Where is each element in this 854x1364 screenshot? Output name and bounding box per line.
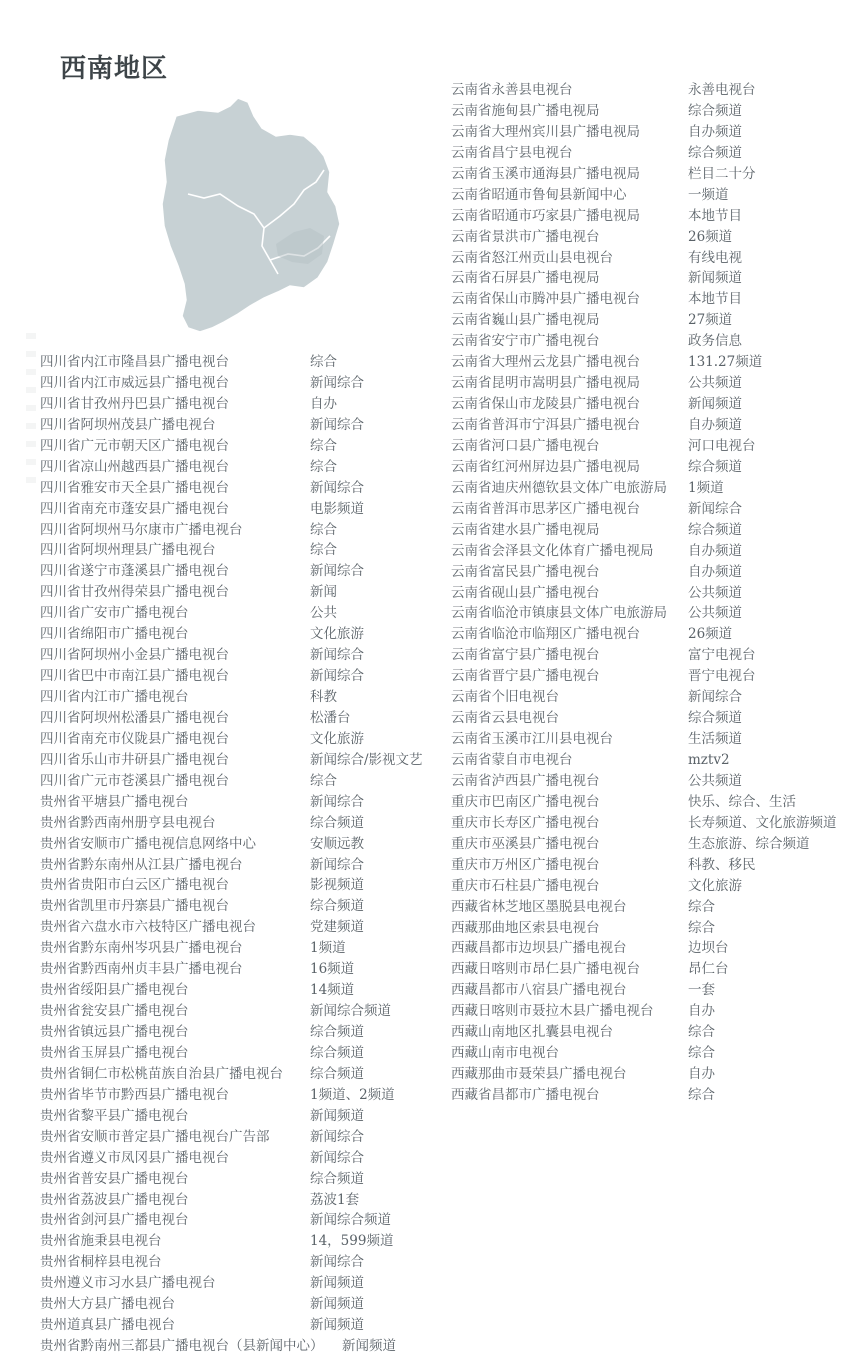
- channel-name: 综合频道: [310, 1024, 364, 1040]
- channel-name: 新闻综合: [310, 479, 364, 496]
- channel-name: 新闻综合: [310, 1128, 364, 1145]
- station-name: 四川省雅安市天全县广播电视台: [40, 479, 229, 496]
- channel-name: 本地节目: [688, 207, 742, 224]
- station-name: 西藏日喀则市聂拉木县广播电视台: [451, 1003, 654, 1020]
- channel-name: 14，599频道: [310, 1233, 394, 1250]
- station-name: 云南省临沧市镇康县文体广电旅游局: [451, 605, 667, 622]
- station-row: [40, 540, 440, 561]
- channel-name: 26频道: [688, 228, 733, 245]
- station-name: 云南省建水县广播电视局: [451, 521, 600, 538]
- station-name: 云南省石屏县广播电视局: [451, 270, 600, 287]
- channel-name: 新闻综合: [310, 668, 364, 685]
- channel-name: 影视频道: [310, 877, 364, 894]
- channel-name: 新闻综合: [688, 500, 742, 517]
- channel-name: 综合频道: [310, 1170, 364, 1187]
- station-name: 四川省南充市仪陇县广播电视台: [40, 730, 229, 747]
- channel-name: 自办: [688, 1003, 715, 1020]
- channel-name: 一套: [688, 982, 715, 999]
- channel-name: 综合: [310, 354, 337, 370]
- station-row: [451, 1064, 849, 1085]
- station-row: [451, 185, 849, 206]
- channel-name: 新闻综合/影视文艺: [310, 751, 423, 768]
- channel-name: 一频道: [688, 186, 729, 203]
- station-name: 云南省昌宁县电视台: [451, 144, 573, 161]
- station-row: [40, 813, 440, 834]
- station-row: [451, 562, 849, 583]
- station-name: 云南省保山市龙陵县广播电视台: [451, 396, 640, 413]
- channel-name: 综合: [310, 772, 337, 789]
- station-name: 贵州省荔波县广播电视台: [40, 1191, 189, 1208]
- channel-name: 综合: [688, 1024, 715, 1041]
- station-row: [451, 938, 849, 959]
- channel-name: 公共频道: [688, 605, 742, 622]
- station-name: 贵州省黎平县广播电视台: [40, 1107, 189, 1124]
- station-row: [40, 1106, 440, 1127]
- station-row: [40, 352, 440, 373]
- channel-name: 永善电视台: [688, 82, 756, 98]
- station-name: 云南省云县电视台: [451, 710, 559, 727]
- station-name: 四川省广元市朝天区广播电视台: [40, 437, 229, 454]
- station-name: 贵州道真县广播电视台: [40, 1317, 175, 1334]
- station-row: [451, 771, 849, 792]
- station-name: 西藏山南市电视台: [451, 1045, 559, 1062]
- station-name: 贵州省黔南州三都县广播电视台（县新闻中心）: [40, 1338, 324, 1355]
- station-name: 贵州省安顺市普定县广播电视台广告部: [40, 1128, 270, 1145]
- station-row: [451, 164, 849, 185]
- station-name: 云南省永善县电视台: [451, 82, 573, 98]
- station-row: [40, 1294, 440, 1315]
- channel-name: 富宁电视台: [688, 647, 756, 664]
- station-row: [40, 1190, 440, 1211]
- station-row: [40, 750, 440, 771]
- station-row: [451, 373, 849, 394]
- channel-name: 新闻综合: [310, 1254, 364, 1271]
- channel-name: 新闻频道: [310, 1275, 364, 1292]
- station-name: 贵州省黔东南州岑巩县广播电视台: [40, 940, 243, 957]
- channel-name: 1频道: [310, 940, 346, 957]
- station-row: [451, 541, 849, 562]
- station-row: [451, 101, 849, 122]
- station-name: 四川省凉山州越西县广播电视台: [40, 458, 229, 475]
- channel-name: 新闻综合: [310, 374, 364, 391]
- channel-name: 综合频道: [310, 814, 364, 831]
- channel-name: 新闻频道: [310, 1317, 364, 1334]
- channel-name: 公共频道: [688, 584, 742, 601]
- channel-name: 综合: [310, 437, 337, 454]
- channel-name: 本地节目: [688, 291, 742, 308]
- station-row: [451, 415, 849, 436]
- station-name: 重庆市石柱县广播电视台: [451, 877, 600, 894]
- station-row: [40, 980, 440, 1001]
- station-name: 西藏昌都市边坝县广播电视台: [451, 940, 627, 957]
- station-name: 贵州省黔西南州册亨县电视台: [40, 814, 216, 831]
- station-name: 云南省个旧电视台: [451, 689, 559, 706]
- channel-name: 自办频道: [688, 563, 742, 580]
- station-name: 贵州省黔东南州从江县广播电视台: [40, 856, 243, 873]
- station-row: [40, 959, 440, 980]
- channel-name: 综合频道: [310, 1044, 364, 1061]
- station-row: [40, 834, 440, 855]
- station-name: 四川省绵阳市广播电视台: [40, 626, 189, 643]
- channel-name: 综合: [688, 919, 715, 936]
- station-name: 贵州省瓮安县广播电视台: [40, 1003, 189, 1020]
- station-row: [40, 478, 440, 499]
- station-row: [451, 918, 849, 939]
- station-name: 四川省甘孜州得荣县广播电视台: [40, 584, 229, 601]
- channel-name: 综合频道: [688, 521, 742, 538]
- station-row: [40, 624, 440, 645]
- channel-name: 长寿频道、文化旅游频道: [688, 814, 837, 831]
- station-name: 贵州省普安县广播电视台: [40, 1170, 189, 1187]
- station-name: 云南省玉溪市江川县电视台: [451, 731, 613, 748]
- station-row: [40, 1148, 440, 1169]
- channel-name: 公共频道: [688, 375, 742, 392]
- station-row: [451, 1043, 849, 1064]
- station-name: 贵州省平塘县广播电视台: [40, 793, 189, 810]
- station-row: [40, 875, 440, 896]
- station-row: [451, 499, 849, 520]
- station-row: [451, 310, 849, 331]
- station-name: 四川省巴中市南江县广播电视台: [40, 668, 229, 685]
- station-name: 贵州省安顺市广播电视信息网络中心: [40, 835, 256, 852]
- channel-name: 1频道: [688, 479, 724, 496]
- station-row: [40, 457, 440, 478]
- station-row: [451, 227, 849, 248]
- station-row: [40, 1336, 440, 1357]
- station-name: 贵州省六盘水市六枝特区广播电视台: [40, 919, 256, 936]
- channel-name: 综合: [688, 898, 715, 915]
- channel-name: 公共: [310, 605, 337, 622]
- station-name: 西藏那曲市聂荣县广播电视台: [451, 1066, 627, 1083]
- station-name: 四川省阿坝州茂县广播电视台: [40, 416, 216, 433]
- map-region-shape: [162, 98, 340, 332]
- channel-name: 自办: [688, 1066, 715, 1083]
- station-row: [451, 122, 849, 143]
- station-row: [451, 959, 849, 980]
- station-name: 四川省内江市隆昌县广播电视台: [40, 354, 229, 370]
- left-station-list: [40, 352, 440, 1357]
- channel-name: 新闻综合: [310, 416, 364, 433]
- station-name: 云南省大理州宾川县广播电视局: [451, 123, 640, 140]
- station-row: [451, 206, 849, 227]
- station-row: [451, 855, 849, 876]
- station-name: 四川省内江市威远县广播电视台: [40, 374, 229, 391]
- station-row: [40, 394, 440, 415]
- station-row: [451, 645, 849, 666]
- channel-name: 综合: [688, 1087, 715, 1103]
- right-station-list: [451, 80, 849, 1106]
- channel-name: 综合频道: [688, 144, 742, 161]
- station-name: 云南省昆明市嵩明县广播电视局: [451, 375, 640, 392]
- station-row: [40, 1315, 440, 1336]
- station-name: 云南省砚山县广播电视台: [451, 584, 600, 601]
- station-name: 云南省晋宁县广播电视台: [451, 668, 600, 685]
- station-name: 贵州省绥阳县广播电视台: [40, 982, 189, 999]
- channel-name: 新闻综合频道: [310, 1003, 391, 1020]
- faint-vertical-text: [26, 333, 36, 483]
- station-name: 贵州省铜仁市松桃苗族自治县广播电视台: [40, 1065, 283, 1082]
- station-name: 云南省安宁市广播电视台: [451, 333, 600, 350]
- channel-name: 1频道、2频道: [310, 1086, 395, 1103]
- station-row: [40, 1273, 440, 1294]
- station-name: 四川省乐山市井研县广播电视台: [40, 751, 229, 768]
- station-row: [40, 1001, 440, 1022]
- channel-name: 27频道: [688, 312, 733, 329]
- station-name: 四川省阿坝州马尔康市广播电视台: [40, 521, 243, 538]
- channel-name: 栏目二十分: [688, 165, 756, 182]
- station-row: [40, 1043, 440, 1064]
- channel-name: 16频道: [310, 961, 355, 978]
- station-row: [40, 499, 440, 520]
- channel-name: 新闻综合频道: [310, 1212, 391, 1229]
- station-row: [451, 876, 849, 897]
- station-name: 四川省南充市蓬安县广播电视台: [40, 500, 229, 517]
- channel-name: 综合频道: [310, 898, 364, 915]
- channel-name: 松潘台: [310, 709, 351, 726]
- channel-name: 新闻综合: [310, 1149, 364, 1166]
- channel-name: 边坝台: [688, 940, 729, 957]
- station-name: 西藏日喀则市昂仁县广播电视台: [451, 961, 640, 978]
- channel-name: 新闻综合: [310, 856, 364, 873]
- station-name: 西藏昌都市八宿县广播电视台: [451, 982, 627, 999]
- channel-name: 党建频道: [310, 919, 364, 936]
- station-name: 贵州遵义市习水县广播电视台: [40, 1275, 216, 1292]
- station-row: [40, 436, 440, 457]
- station-row: [40, 855, 440, 876]
- channel-name: 新闻频道: [688, 396, 742, 413]
- station-name: 云南省普洱市宁洱县广播电视台: [451, 417, 640, 433]
- station-name: 云南省昭通市巧家县广播电视局: [451, 207, 640, 224]
- channel-name: 河口电视台: [688, 437, 756, 454]
- channel-name: 公共频道: [688, 772, 742, 789]
- station-name: 重庆市巴南区广播电视台: [451, 793, 600, 810]
- station-row: [40, 1231, 440, 1252]
- channel-name: 新闻: [310, 584, 337, 601]
- station-name: 贵州省黔西南州贞丰县广播电视台: [40, 961, 243, 978]
- station-name: 四川省阿坝州小金县广播电视台: [40, 647, 229, 664]
- station-name: 贵州省毕节市黔西县广播电视台: [40, 1086, 229, 1103]
- channel-name: 14频道: [310, 982, 355, 999]
- channel-name: 电影频道: [310, 500, 364, 517]
- channel-name: 文化旅游: [310, 730, 364, 747]
- southwest-china-map-icon: [158, 96, 348, 336]
- station-name: 云南省富宁县广播电视台: [451, 647, 600, 664]
- channel-name: 综合频道: [688, 710, 742, 727]
- station-row: [451, 603, 849, 624]
- station-name: 四川省内江市广播电视台: [40, 689, 189, 705]
- station-name: 四川省遂宁市蓬溪县广播电视台: [40, 563, 229, 580]
- channel-name: 生活频道: [688, 731, 742, 748]
- station-row: [40, 687, 440, 708]
- station-name: 贵州省凯里市丹寨县广播电视台: [40, 898, 229, 915]
- station-row: [40, 1169, 440, 1190]
- station-name: 贵州省施秉县电视台: [40, 1233, 162, 1250]
- station-row: [40, 415, 440, 436]
- station-name: 贵州省玉屏县广播电视台: [40, 1044, 189, 1061]
- station-row: [451, 268, 849, 289]
- station-row: [451, 834, 849, 855]
- station-row: [451, 583, 849, 604]
- station-name: 云南省河口县广播电视台: [451, 437, 600, 454]
- channel-name: mztv2: [688, 752, 730, 768]
- station-row: [451, 980, 849, 1001]
- station-row: [451, 289, 849, 310]
- station-row: [451, 813, 849, 834]
- channel-name: 自办频道: [688, 123, 742, 140]
- channel-name: 26频道: [688, 626, 733, 643]
- station-name: 贵州省镇远县广播电视台: [40, 1024, 189, 1040]
- channel-name: 综合: [310, 458, 337, 475]
- channel-name: 昂仁台: [688, 961, 729, 978]
- station-name: 重庆市长寿区广播电视台: [451, 814, 600, 831]
- channel-name: 综合频道: [688, 102, 742, 119]
- station-row: [451, 352, 849, 373]
- channel-name: 新闻综合: [310, 793, 364, 810]
- station-row: [40, 1022, 440, 1043]
- station-row: [451, 624, 849, 645]
- channel-name: 文化旅游: [688, 877, 742, 894]
- station-row: [451, 687, 849, 708]
- station-name: 西藏省林芝地区墨脱县电视台: [451, 898, 627, 915]
- station-row: [451, 666, 849, 687]
- station-row: [40, 1085, 440, 1106]
- station-name: 四川省广安市广播电视台: [40, 605, 189, 622]
- channel-name: 自办频道: [688, 417, 742, 433]
- station-row: [40, 645, 440, 666]
- page-title: 西南地区: [60, 54, 169, 84]
- station-name: 贵州省桐梓县电视台: [40, 1254, 162, 1271]
- station-name: 西藏省昌都市广播电视台: [451, 1087, 600, 1103]
- station-name: 云南省大理州云龙县广播电视台: [451, 354, 640, 371]
- station-row: [40, 1210, 440, 1231]
- station-name: 云南省玉溪市通海县广播电视局: [451, 165, 640, 182]
- station-row: [451, 520, 849, 541]
- station-row: [40, 666, 440, 687]
- station-row: [40, 708, 440, 729]
- station-name: 西藏山南地区扎囊县电视台: [451, 1024, 613, 1041]
- station-name: 云南省保山市腾冲县广播电视台: [451, 291, 640, 308]
- station-name: 云南省富民县广播电视台: [451, 563, 600, 580]
- channel-name: 晋宁电视台: [688, 668, 756, 685]
- station-row: [451, 792, 849, 813]
- station-name: 云南省临沧市临翔区广播电视台: [451, 626, 640, 643]
- channel-name: 新闻频道: [342, 1338, 396, 1355]
- channel-name: 综合频道: [310, 1065, 364, 1082]
- station-row: [40, 520, 440, 541]
- station-row: [451, 729, 849, 750]
- station-row: [40, 373, 440, 394]
- station-row: [40, 561, 440, 582]
- station-name: 贵州省剑河县广播电视台: [40, 1212, 189, 1229]
- station-row: [451, 478, 849, 499]
- channel-name: 新闻综合: [688, 689, 742, 706]
- channel-name: 文化旅游: [310, 626, 364, 643]
- station-row: [40, 1252, 440, 1273]
- channel-name: 自办频道: [688, 542, 742, 559]
- channel-name: 荔波1套: [310, 1191, 360, 1208]
- station-row: [40, 1064, 440, 1085]
- channel-name: 综合: [310, 521, 337, 538]
- station-row: [40, 771, 440, 792]
- station-row: [451, 897, 849, 918]
- station-name: 重庆市万州区广播电视台: [451, 856, 600, 873]
- station-name: 西藏那曲地区索县电视台: [451, 919, 600, 936]
- channel-name: 131.27频道: [688, 354, 763, 371]
- channel-name: 新闻频道: [310, 1107, 364, 1124]
- channel-name: 科教、移民: [688, 856, 756, 873]
- station-name: 云南省施甸县广播电视局: [451, 102, 600, 119]
- channel-name: 科教: [310, 689, 337, 705]
- station-row: [451, 248, 849, 269]
- station-name: 四川省阿坝州松潘县广播电视台: [40, 709, 229, 726]
- station-row: [451, 436, 849, 457]
- station-row: [451, 457, 849, 478]
- station-name: 云南省普洱市思茅区广播电视台: [451, 500, 640, 517]
- station-name: 云南省泸西县广播电视台: [451, 772, 600, 789]
- station-name: 贵州省贵阳市白云区广播电视台: [40, 877, 229, 894]
- station-name: 云南省景洪市广播电视台: [451, 228, 600, 245]
- channel-name: 综合: [688, 1045, 715, 1062]
- station-row: [40, 792, 440, 813]
- station-row: [40, 729, 440, 750]
- station-name: 四川省阿坝州理县广播电视台: [40, 542, 216, 559]
- station-row: [451, 331, 849, 352]
- station-name: 云南省蒙自市电视台: [451, 752, 573, 768]
- station-row: [451, 1022, 849, 1043]
- station-row: [40, 582, 440, 603]
- station-name: 贵州大方县广播电视台: [40, 1296, 175, 1313]
- station-name: 四川省甘孜州丹巴县广播电视台: [40, 395, 229, 412]
- station-row: [451, 708, 849, 729]
- station-row: [40, 1127, 440, 1148]
- station-name: 重庆市巫溪县广播电视台: [451, 835, 600, 852]
- channel-name: 新闻综合: [310, 647, 364, 664]
- channel-name: 综合频道: [688, 458, 742, 475]
- channel-name: 新闻频道: [310, 1296, 364, 1313]
- station-row: [451, 80, 849, 101]
- station-row: [451, 394, 849, 415]
- station-name: 云南省昭通市鲁甸县新闻中心: [451, 186, 627, 203]
- station-row: [451, 750, 849, 771]
- station-name: 四川省广元市苍溪县广播电视台: [40, 772, 229, 789]
- station-name: 云南省巍山县广播电视局: [451, 312, 600, 329]
- channel-name: 新闻频道: [688, 270, 742, 287]
- station-name: 云南省怒江州贡山县电视台: [451, 249, 613, 266]
- channel-name: 生态旅游、综合频道: [688, 835, 810, 852]
- station-name: 云南省迪庆州德钦县文体广电旅游局: [451, 479, 667, 496]
- channel-name: 综合: [310, 542, 337, 559]
- channel-name: 安顺远教: [310, 835, 364, 852]
- station-row: [451, 143, 849, 164]
- channel-name: 自办: [310, 395, 337, 412]
- station-name: 云南省会泽县文化体育广播电视局: [451, 542, 654, 559]
- station-name: 贵州省遵义市凤冈县广播电视台: [40, 1149, 229, 1166]
- channel-name: 快乐、综合、生活: [688, 793, 796, 810]
- channel-name: 新闻综合: [310, 563, 364, 580]
- station-name: 云南省红河州屏边县广播电视局: [451, 458, 640, 475]
- station-row: [451, 1085, 849, 1106]
- station-row: [451, 1001, 849, 1022]
- channel-name: 政务信息: [688, 333, 742, 350]
- station-row: [40, 603, 440, 624]
- station-row: [40, 896, 440, 917]
- channel-name: 有线电视: [688, 249, 742, 266]
- station-row: [40, 938, 440, 959]
- station-row: [40, 917, 440, 938]
